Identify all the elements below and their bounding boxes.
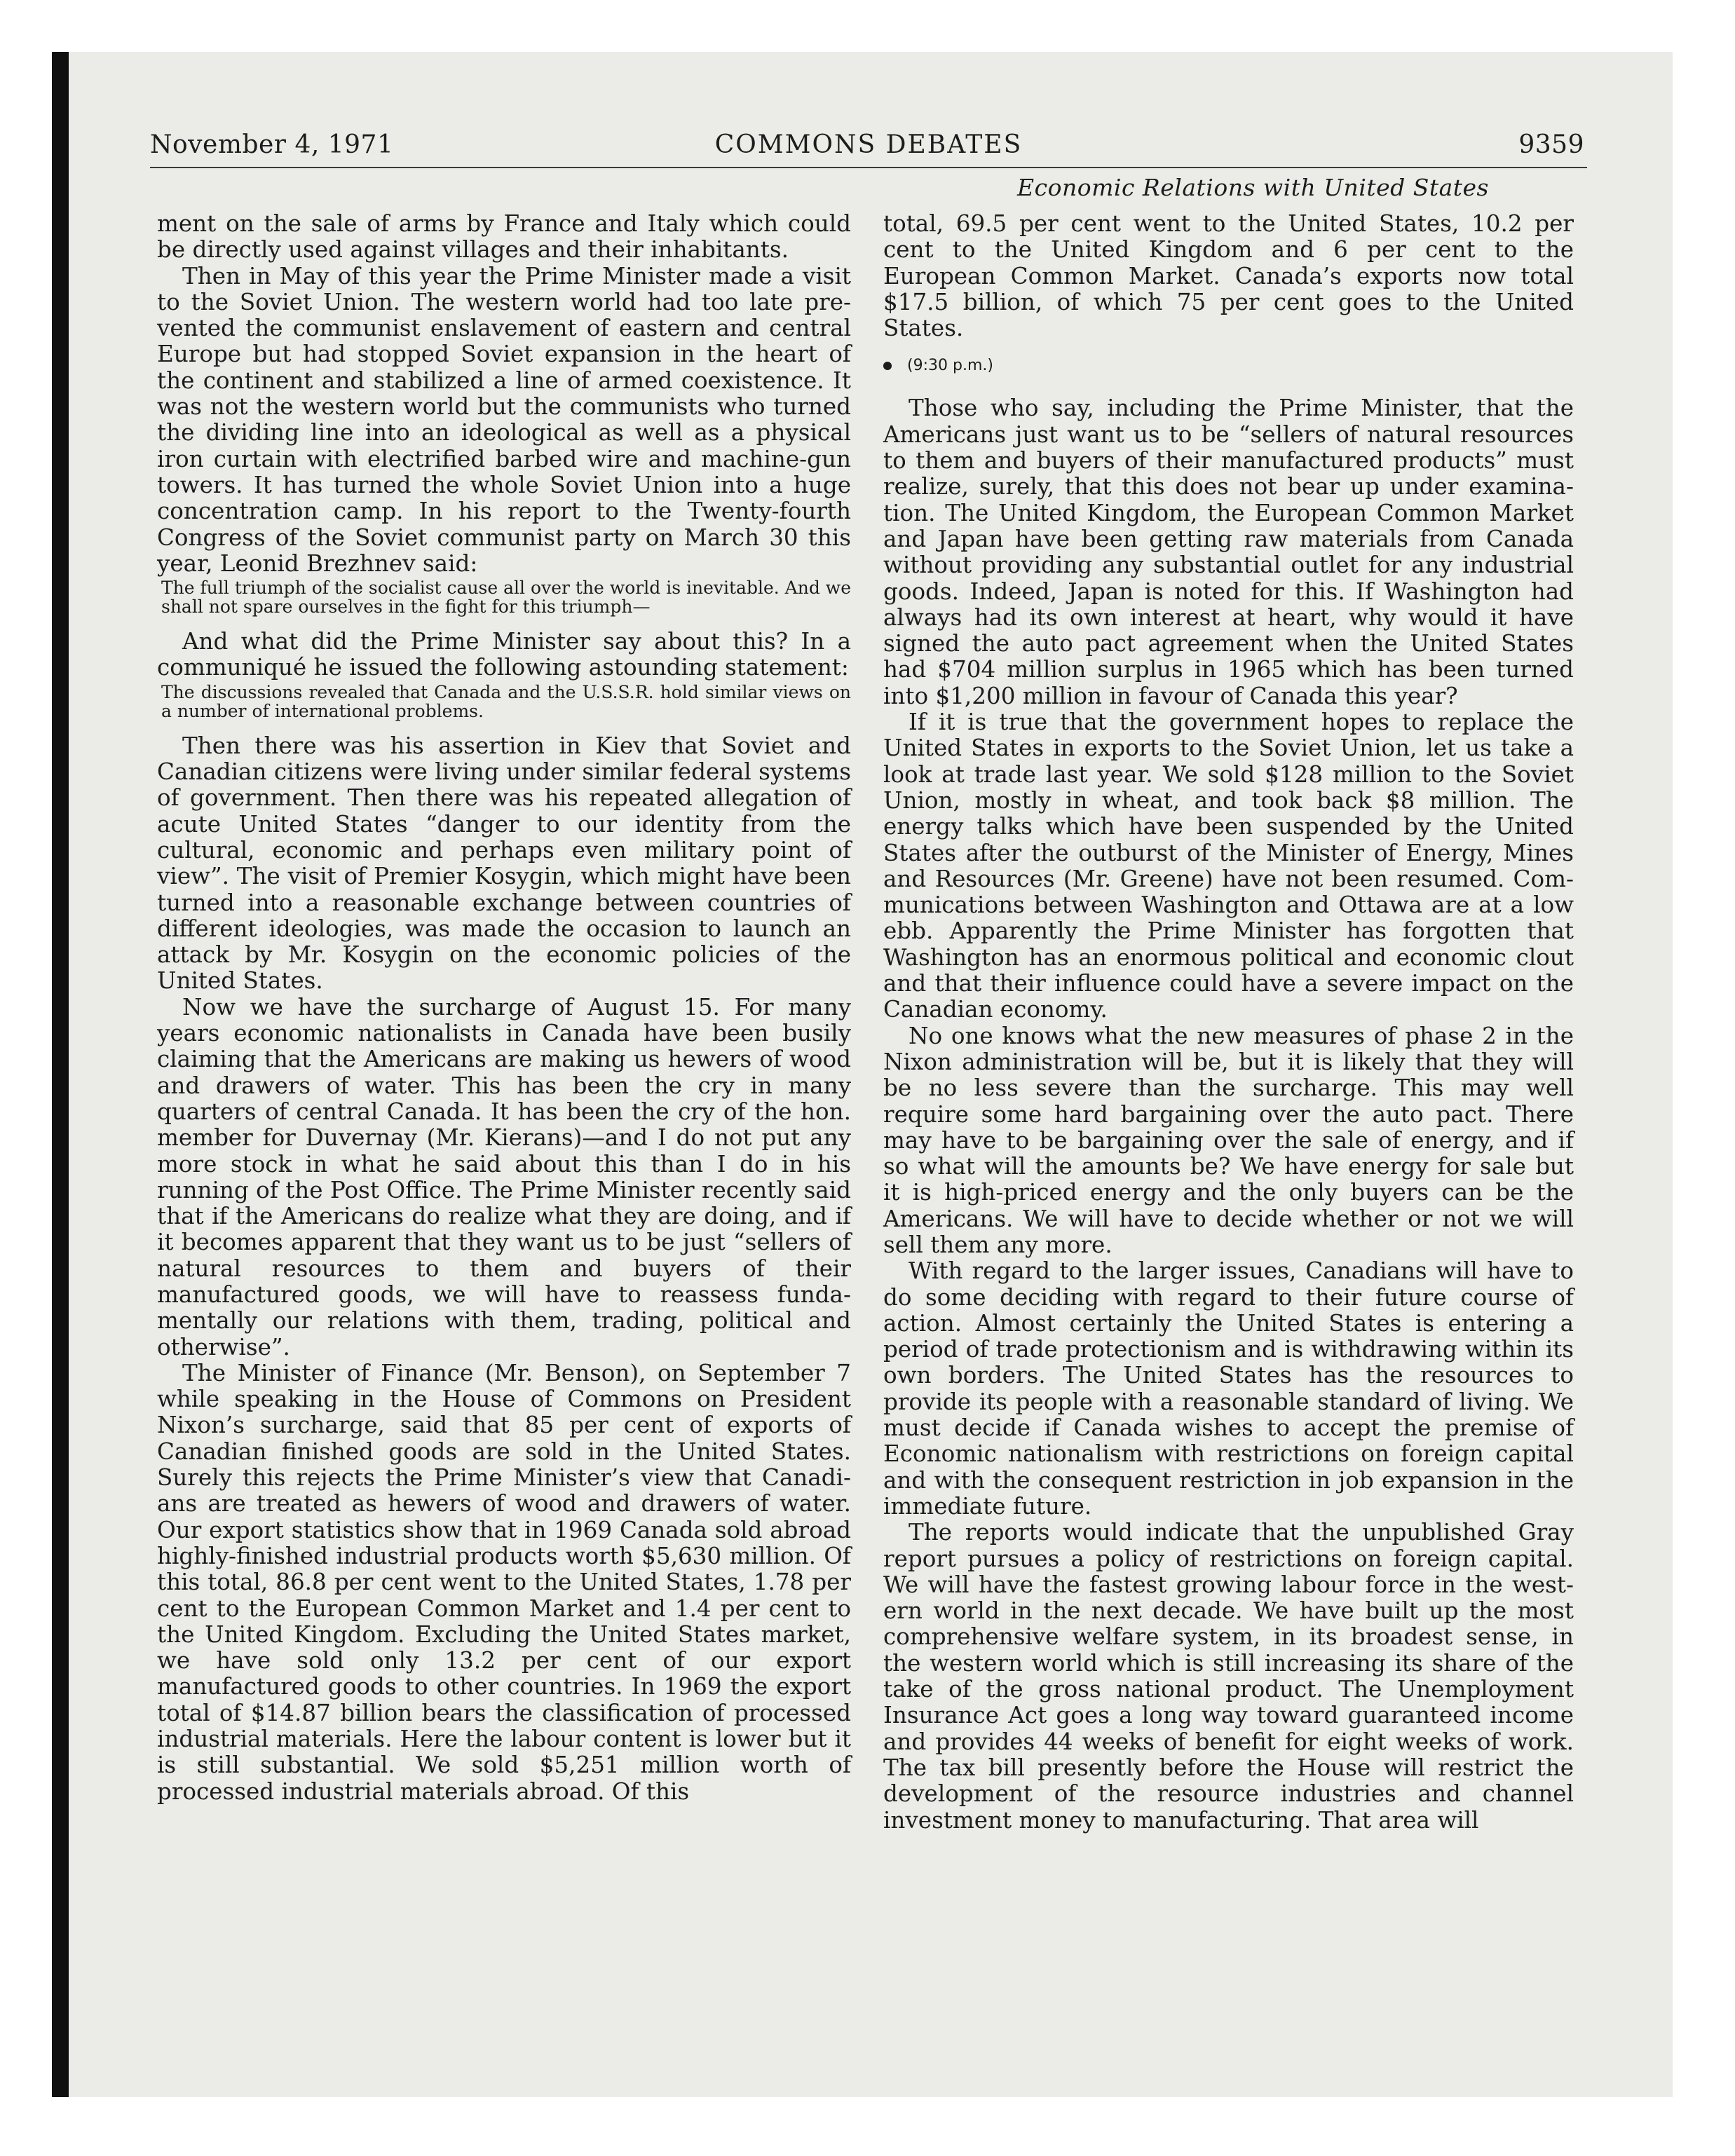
page-header — [150, 130, 1587, 168]
time-marker-text: (9:30 p.m.) — [907, 357, 993, 375]
left-paragraph-6: The Minister of Finance (Mr. Benson), on September 7 while speaking in the House of Commons on President Nixon’s surcharge, said that 85 per cent of exports of Canadian finished goods are sold in the United States. Surely this rejects the Prime Minister’s view that Canadians are treated as hewers of wood and drawers of water. Our export statistics show that in 1969 Canada sold abroad highly-finished industrial products worth $5,630 million. Of this total, 86.8 per cent went to the United States, 1.78 per cent to the European Common Market and 1.4 per cent to the United Kingdom. Excluding the United States market, we have sold only 13.2 per cent of our export manufactured goods to other countries. In 1969 the export total of $14.87 billion bears the classification of processed industrial materials. Here the labour content is lower but it is still substantial. We sold $5,251 million worth of processed industrial materials abroad. Of this — [157, 1359, 851, 1805]
header-publication: COMMONS DEBATES — [714, 130, 1023, 159]
right-paragraph-6: The reports would indicate that the unpublished Gray report pursues a policy of restrictions on foreign capital. We will have the fastest growing labour force in the western world in the next decade. We have built up the most comprehensive welfare system, in its broadest sense, in the western world which is still increasing its share of the take of the gross national product. The Unemployment Insurance Act goes a long way toward guaranteed income and provides 44 weeks of benefit for eight weeks of work. The tax bill presently before the House will restrict the development of the resource industries and channel investment money to manufacturing. That area will — [883, 1519, 1574, 1834]
left-paragraph-5: Now we have the surcharge of August 15. For many years economic nationalists in Canada have been busily claiming that the Americans are making us hewers of wood and drawers of water. This has been the cry in many quarters of central Canada. It has been the cry of the hon. member for Duvernay (Mr. Kierans)—and I do not put any more stock in what he said about this than I do in his running of the Post Office. The Prime Minister recently said that if the Americans do realize what they are doing, and if it becomes apparent that they want us to be just “sellers of natural resources to them and buyers of their manufactured goods, we will have to reassess fundamentally our relations with them, trading, political and otherwise”. — [157, 993, 851, 1360]
right-paragraph-1: total, 69.5 per cent went to the United States, 10.2 per cent to the United Kingdom and 6 per cent to the European Common Market. Canada’s exports now total $17.5 billion, of which 75 per cent goes to the United States. — [883, 210, 1574, 342]
scan-edge-shadow — [52, 52, 69, 2097]
document-page — [150, 130, 1587, 1834]
left-column — [157, 211, 851, 1805]
left-paragraph-4: Then there was his assertion in Kiev that Soviet and Canadian citizens were living under similar federal systems of government. Then there was his repeated allegation of acute United States “danger to our identity from the cultural, economic and perhaps even military point of view”. The visit of Premier Kosygin, which might have been turned into a reasonable exchange between countries of different ideologies, was made the occasion to launch an attack by Mr. Kosygin on the economic policies of the United States. — [157, 732, 851, 995]
right-paragraph-3: If it is true that the government hopes to replace the United States in exports to the Soviet Union, let us take a look at trade last year. We sold $128 million to the Soviet Union, mostly in wheat, and took back $8 million. The energy talks which have been suspended by the United States after the outburst of the Minister of Energy, Mines and Resources (Mr. Greene) have not been resumed. Communications between Washington and Ottawa are at a low ebb. Apparently the Prime Minister has forgotten that Washington has an enormous political and economic clout and that their influence could have a severe impact on the Canadian economy. — [883, 709, 1574, 1023]
brezhnev-quote: The full triumph of the socialist cause all over the world is inevitable. And we shall not spare ourselves in the fight for this triumph— — [161, 578, 851, 618]
running-subject: Economic Relations with United States — [1017, 174, 1489, 201]
header-date: November 4, 1971 — [150, 130, 394, 159]
left-paragraph-1: ment on the sale of arms by France and Italy which could be directly used against villages and their inhabitants. — [157, 210, 851, 264]
left-paragraph-3: And what did the Prime Minister say about this? In a communiqué he issued the following astounding statement: — [157, 628, 851, 681]
header-page-number: 9359 — [1518, 130, 1584, 159]
communique-quote: The discussions revealed that Canada and the U.S.S.R. hold similar views on a number of international problems. — [161, 681, 851, 721]
right-paragraph-4: No one knows what the new measures of phase 2 in the Nixon administration will be, but it is likely that they will be no less severe than the surcharge. This may well require some hard bargaining over the auto pact. There may have to be bargaining over the sale of energy, and if so what will the amounts be? We have energy for sale but it is high-priced energy and the only buyers can be the Americans. We will have to decide whether or not we will sell them any more. — [883, 1022, 1574, 1258]
right-column — [883, 211, 1574, 1834]
bullet-icon — [883, 362, 892, 370]
left-paragraph-2: Then in May of this year the Prime Minister made a visit to the Soviet Union. The western world had too late prevented the communist enslavement of eastern and central Europe but had stopped Soviet expansion in the heart of the continent and stabilized a line of armed coexistence. It was not the western world but the communists who turned the dividing line into an ideological as well as a physical iron curtain with electrified barbed wire and machine-gun towers. It has turned the whole Soviet Union into a huge concentration camp. In his report to the Twenty-fourth Congress of the Soviet communist party on March 30 this year, Leonid Brezhnev said: — [157, 262, 851, 577]
time-marker — [883, 357, 1574, 374]
right-paragraph-5: With regard to the larger issues, Canadians will have to do some deciding with regard to their future course of action. Almost certainly the United States is entering a period of trade protectionism and is withdrawing within its own borders. The United States has the resources to provide its people with a reasonable standard of living. We must decide if Canada wishes to accept the premise of Economic nationalism with restrictions on foreign capital and with the consequent restriction in job expansion in the immediate future. — [883, 1257, 1574, 1520]
right-paragraph-2: Those who say, including the Prime Minister, that the Americans just want us to be “sellers of natural resources to them and buyers of their manufactured products” must realize, surely, that this does not bear up under examination. The United Kingdom, the European Common Market and Japan have been getting raw materials from Canada without providing any substantial outlet for any industrial goods. Indeed, Japan is noted for this. If Washington had always had its own interest at heart, why would it have signed the auto pact agreement when the United States had $704 million surplus in 1965 which has been turned into $1,200 million in favour of Canada this year? — [883, 395, 1574, 709]
